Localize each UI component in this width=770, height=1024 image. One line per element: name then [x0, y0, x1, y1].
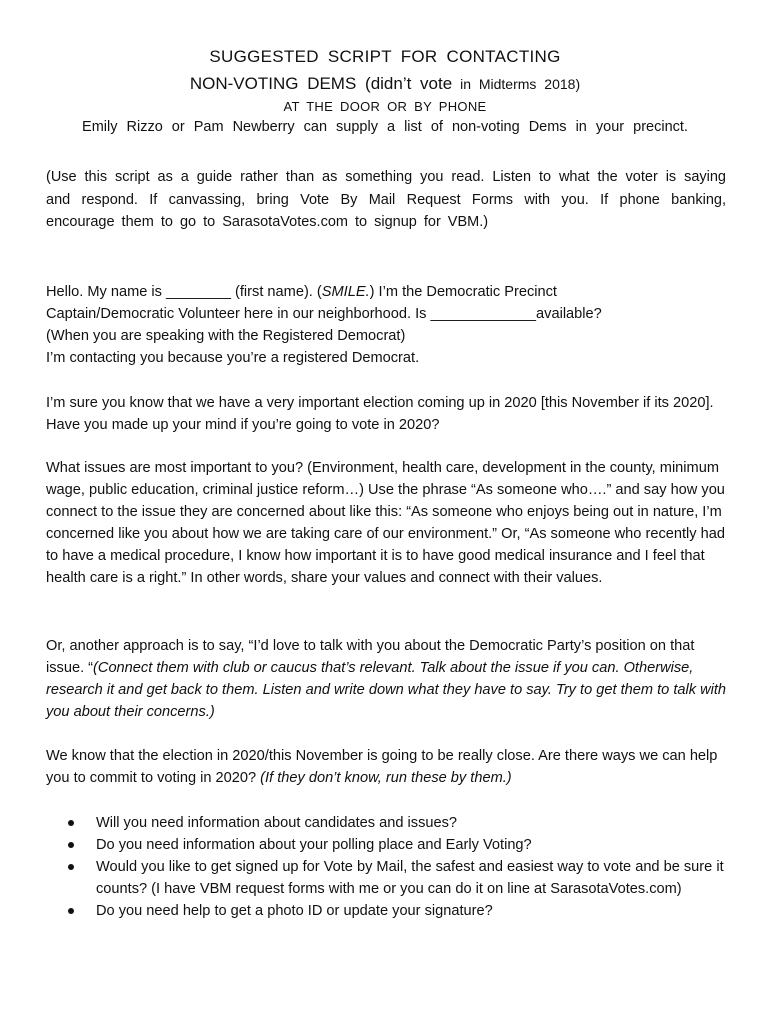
- supply-line: Emily Rizzo or Pam Newberry can supply a list of non-voting Dems in your precinct.: [82, 119, 688, 135]
- title-line-2: [0, 74, 770, 94]
- election-paragraph: I’m sure you know that we have a very important election coming up in 2020 [this November if its 2020]. Have you made up your mind if you’re going to vote in 2020?: [46, 395, 714, 433]
- bullet-icon: [68, 842, 74, 848]
- close-italic: (If they don’t know, run these by them.): [260, 770, 512, 786]
- approach-italic: (Connect them with club or caucus that’s relevant. Talk about the issue if you can. Otherwise, research it and get back to them. Listen and write down what they have to say. Try to get them to talk with you about their concerns.): [46, 660, 727, 720]
- list-item: Do you need information about your polling place and Early Voting?: [66, 834, 730, 856]
- list-item: Do you need help to get a photo ID or update your signature?: [66, 900, 730, 922]
- bullet-icon: [68, 820, 74, 826]
- smile-text: SMILE.: [321, 284, 370, 300]
- close-plain: We know that the election in 2020/this November is going to be really close. Are there ways we can help you to commit to voting in 2020?: [46, 748, 718, 786]
- bullet-icon: [68, 908, 74, 914]
- greeting-line-3: (When you are speaking with the Registered Democrat): [46, 328, 406, 344]
- greeting-line-4: I’m contacting you because you’re a registered Democrat.: [46, 350, 420, 366]
- approach-plain: Or, another approach is to say, “I’d love to talk with you about the Democratic Party’s position on that issue. “: [46, 638, 695, 676]
- greeting-line-1: Hello. My name is ________ (first name). (SMILE.) I’m the Democratic Precinct: [46, 284, 557, 300]
- title-line-2-main: NON-VOTING DEMS (didn’t vote: [189, 74, 453, 93]
- title-line-3: AT THE DOOR OR BY PHONE: [283, 99, 487, 114]
- list-item: Will you need information about candidates and issues?: [66, 812, 730, 834]
- bullet-icon: [68, 864, 74, 870]
- issues-paragraph: What issues are most important to you? (Environment, health care, development in the county, minimum wage, public education, criminal justice reform…) Use the phrase “As someone who….” and say how you connect to the issue they are concerned about like this: “As someone who enjoys being out in nature, I’m concerned like you about how we are taking care of our environment.” Or, “As someone who recently had to have a medical procedure, I know how important it is to have good medical insurance and I feel that health care is a right.” In other words, share your values and connect with their values.: [46, 460, 725, 586]
- greeting-line-2: Captain/Democratic Volunteer here in our neighborhood. Is _____________available?: [46, 306, 602, 322]
- list-item: Would you like to get signed up for Vote by Mail, the safest and easiest way to vote and be sure it counts? (I have VBM request forms with me or you can do it on line at SarasotaVotes.com): [66, 856, 730, 900]
- approach-paragraph: [46, 635, 730, 723]
- intro-paragraph: (Use this script as a guide rather than as something you read. Listen to what the voter is saying and respond. If canvassing, bring Vote By Mail Request Forms with you. If phone banking, encourage them to go to SarasotaVotes.com to signup for VBM.): [46, 169, 726, 230]
- greeting-block: [46, 281, 730, 369]
- title-line-1: SUGGESTED SCRIPT FOR CONTACTING: [209, 47, 561, 66]
- question-list: [66, 812, 730, 922]
- close-paragraph: [46, 745, 730, 789]
- title-line-2-small: in Midterms 2018): [452, 76, 581, 92]
